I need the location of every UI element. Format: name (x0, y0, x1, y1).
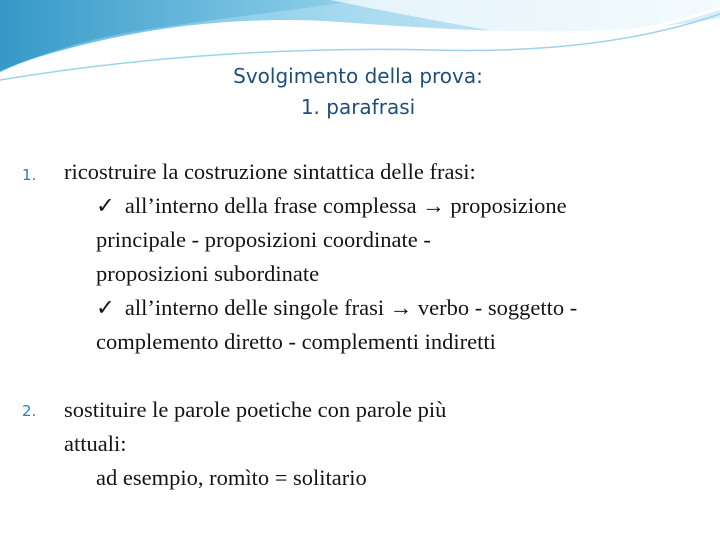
item-1-bullet-2-line-2: complemento diretto - complementi indiretti (96, 329, 496, 354)
item-2-heading-line-2: attuali: (64, 431, 127, 456)
check-mark-icon: ✓ (96, 295, 115, 320)
item-1-bullet-2-line-1: ✓ all’interno delle singole frasi → verbo - soggetto - (96, 291, 577, 325)
slide-title-line-2: 1. parafrasi (300, 95, 416, 119)
list-number-2: 2. (22, 402, 37, 420)
item-1-bullet-1-line-3: proposizioni subordinate (96, 261, 320, 286)
slide-title-line-1: Svolgimento della prova: (233, 64, 483, 88)
item-1-bullet-1-line-2: principale - proposizioni coordinate - (96, 227, 431, 252)
item-2-example: ad esempio, romìto = solitario (96, 465, 367, 490)
item-1-heading: ricostruire la costruzione sintattica delle frasi: (64, 159, 476, 184)
item-1-bullet-1-line-1: ✓ all’interno della frase complessa → proposizione (96, 189, 567, 223)
list-number-1: 1. (22, 166, 37, 184)
item-2-heading-line-1: sostituire le parole poetiche con parole più (64, 397, 447, 422)
check-mark-icon: ✓ (96, 193, 115, 218)
